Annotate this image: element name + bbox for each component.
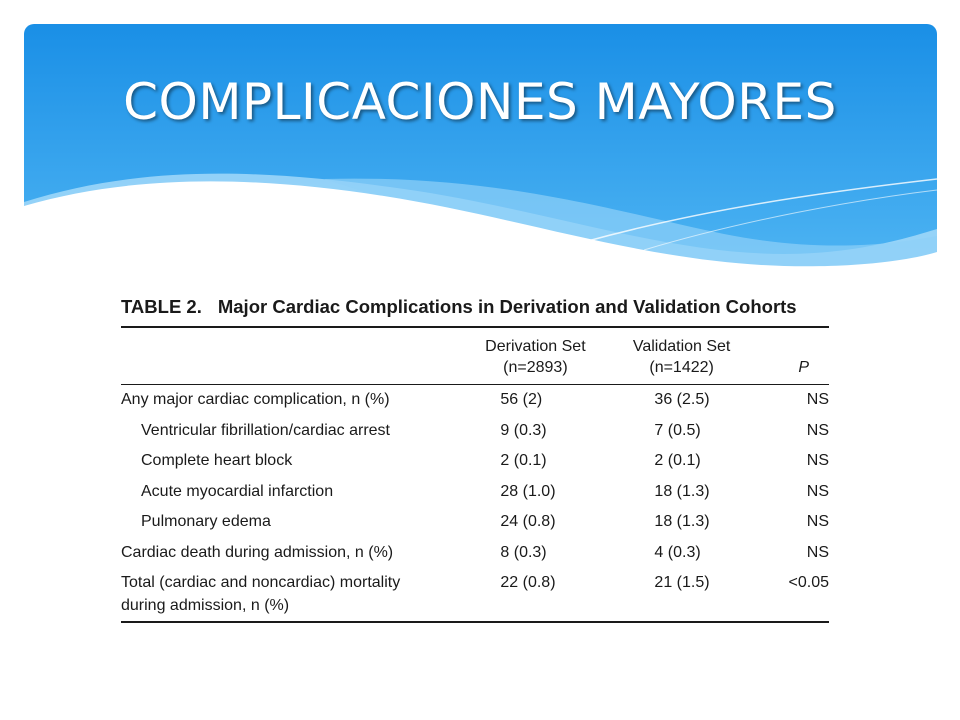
row-label: Pulmonary edema <box>141 513 271 531</box>
header-validation-title: Validation Set <box>632 338 731 355</box>
derivation-value: 22 (0.8) <box>500 574 556 591</box>
slide-title: COMPLICACIONES MAYORES <box>123 73 837 131</box>
derivation-value: 2 (0.1) <box>500 452 547 470</box>
banner-wave-graphic <box>24 24 937 274</box>
p-value: NS <box>806 421 829 439</box>
validation-value: 2 (0.1) <box>654 452 701 470</box>
derivation-value: 9 (0.3) <box>500 421 547 439</box>
row-label <box>121 568 462 622</box>
table-caption-text: Major Cardiac Complications in Derivation and Validation Cohorts <box>217 296 797 317</box>
table-row <box>121 507 829 538</box>
row-label: Acute myocardial infarction <box>141 482 334 500</box>
table-row <box>121 385 829 416</box>
row-label: Cardiac death during admission, n (%) <box>121 543 394 561</box>
p-value: NS <box>806 391 829 409</box>
row-label: Ventricular fibrillation/cardiac arrest <box>141 421 390 439</box>
title-banner <box>24 24 937 274</box>
table-row <box>121 446 829 477</box>
header-validation-n: (n=1422) <box>649 359 714 376</box>
validation-value: 21 (1.5) <box>654 574 710 591</box>
table-header-row <box>121 327 829 385</box>
header-derivation <box>462 327 608 385</box>
validation-value: 36 (2.5) <box>654 391 710 409</box>
table-caption <box>121 296 829 318</box>
header-derivation-n: (n=2893) <box>503 359 568 376</box>
row-label-line2: during admission, n (%) <box>121 597 290 614</box>
table-row <box>121 477 829 508</box>
header-empty <box>121 327 462 385</box>
table-row <box>121 538 829 569</box>
table-figure <box>121 296 829 623</box>
validation-value: 18 (1.3) <box>654 482 710 500</box>
derivation-value: 56 (2) <box>500 391 543 409</box>
p-value: NS <box>806 543 829 561</box>
row-label: Any major cardiac complication, n (%) <box>121 391 390 409</box>
table-row <box>121 568 829 622</box>
p-value: <0.05 <box>788 574 829 591</box>
p-value: NS <box>806 513 829 531</box>
header-validation <box>608 327 754 385</box>
validation-value: 18 (1.3) <box>654 513 710 531</box>
validation-value: 7 (0.5) <box>654 421 701 439</box>
table-row <box>121 416 829 447</box>
complications-table <box>121 326 829 623</box>
validation-value: 4 (0.3) <box>654 543 701 561</box>
derivation-value: 8 (0.3) <box>500 543 547 561</box>
header-p-label: P <box>798 359 809 376</box>
derivation-value: 28 (1.0) <box>500 482 556 500</box>
derivation-value: 24 (0.8) <box>500 513 556 531</box>
p-value: NS <box>806 452 829 470</box>
row-label: Complete heart block <box>141 452 293 470</box>
header-p <box>755 327 829 385</box>
table-caption-label: TABLE 2. <box>121 296 202 317</box>
p-value: NS <box>806 482 829 500</box>
header-derivation-title: Derivation Set <box>485 338 586 355</box>
row-label-line1: Total (cardiac and noncardiac) mortality <box>121 574 401 591</box>
